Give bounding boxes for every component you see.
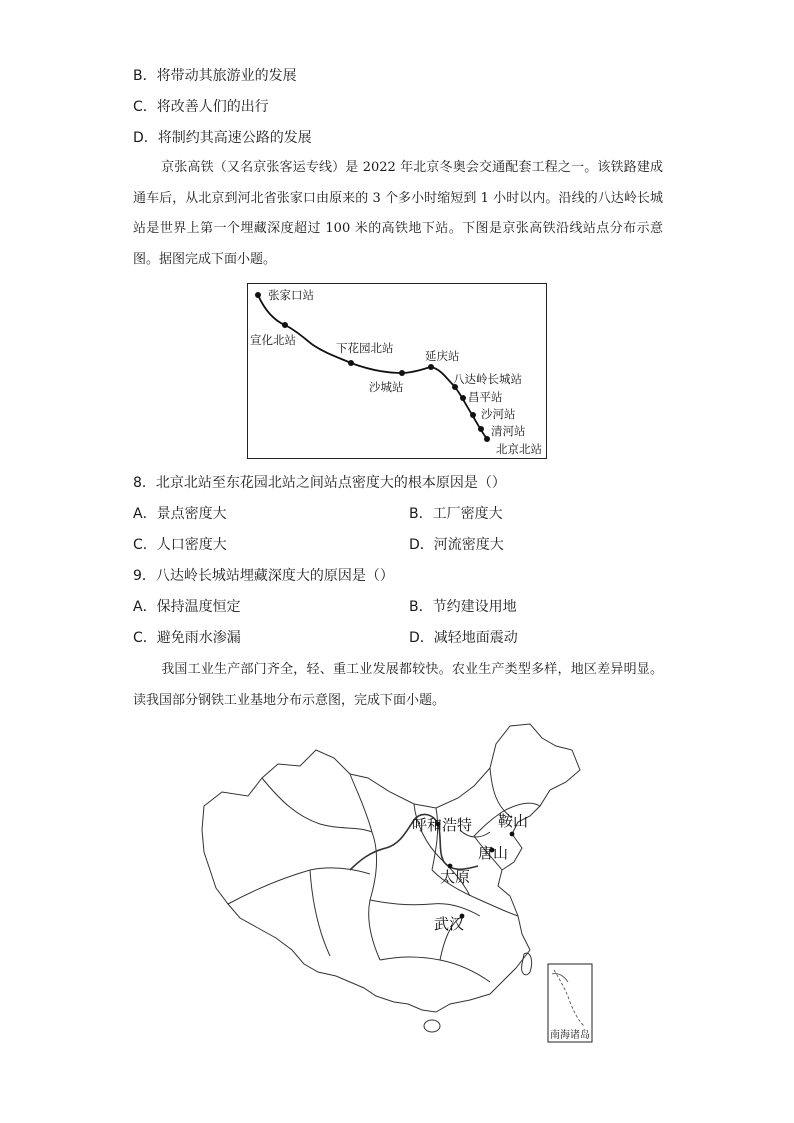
q8-option-a: A．景点密度大 (133, 506, 227, 522)
passage-steel (133, 655, 663, 716)
station-dot (484, 436, 490, 442)
passage-steel-text: 我国工业生产部门齐全，轻、重工业发展都较快。农业生产类型多样，地区差异明显。读我国部分钢铁工业基地分布示意图，完成下面小题。 (133, 662, 663, 708)
city-label: 太原 (440, 868, 471, 886)
province-boundary (370, 900, 480, 916)
q9-option-c: C．避免雨水渗漏 (133, 630, 241, 646)
station-label: 沙城站 (369, 380, 404, 394)
station-label: 沙河站 (481, 407, 516, 421)
option-b: B．将带动其旅游业的发展 (133, 68, 297, 84)
station-dot (478, 426, 484, 432)
hainan-island (424, 1020, 440, 1032)
q9-option-d: D．减轻地面震动 (409, 630, 518, 646)
station-label: 宣化北站 (250, 333, 296, 347)
station-label: 昌平站 (468, 390, 503, 404)
south-china-sea-inset (548, 964, 592, 1042)
province-boundary (350, 774, 372, 832)
city-label: 唐山 (478, 844, 509, 862)
station-dot (460, 395, 466, 401)
china-steel-base-map (200, 720, 600, 1045)
q8-stem: 8．北京北站至东花园北站之间站点密度大的根本原因是（） (133, 475, 506, 491)
province-boundary (380, 957, 490, 982)
station-dot (282, 322, 288, 328)
station-dot (428, 364, 434, 370)
city-label: 武汉 (434, 915, 465, 933)
passage-rail (133, 153, 663, 275)
passage-rail-text: 京张高铁（又名京张客运专线）是 2022 年北京冬奥会交通配套工程之一。该铁路建成通车后，从北京到河北省张家口由原来的 3 个多小时缩短到 1 小时以内。沿线的八达岭长城站是世界上第一个埋藏深度超过 100 米的高铁地下站。下图是京张高铁沿线站点分布示意图。据图完成下面小题。 (133, 160, 663, 267)
station-label: 张家口站 (268, 288, 314, 302)
q9-option-b: B．节约建设用地 (409, 599, 517, 615)
inset-label: 南海诸岛 (550, 1030, 590, 1041)
option-c: C．将改善人们的出行 (133, 99, 269, 115)
station-dot (399, 370, 405, 376)
province-boundary (490, 768, 512, 818)
station-dot (470, 412, 476, 418)
q9-option-a: A．保持温度恒定 (133, 599, 241, 615)
rail-station-map (247, 283, 547, 459)
station-label: 北京北站 (496, 442, 542, 456)
station-label: 延庆站 (425, 349, 460, 363)
city-dot (510, 832, 515, 837)
q8-option-d: D．河流密度大 (409, 537, 504, 553)
china-outline (202, 724, 580, 1012)
station-label: 清河站 (491, 424, 526, 438)
province-boundary (262, 778, 372, 832)
city-label: 鞍山 (498, 812, 529, 830)
q8-option-b: B．工厂密度大 (409, 506, 503, 522)
province-boundary (228, 868, 370, 904)
station-label: 下花园北站 (336, 341, 394, 355)
taiwan-island (522, 953, 532, 975)
q8-option-c: C．人口密度大 (133, 537, 227, 553)
q9-stem: 9．八达岭长城站埋藏深度大的原因是（） (133, 568, 394, 584)
station-dot (255, 292, 261, 298)
station-label: 八达岭长城站 (453, 372, 522, 386)
station-dot (348, 360, 354, 366)
city-label: 呼和浩特 (412, 816, 473, 834)
province-boundary (310, 870, 330, 956)
option-d: D．将制约其高速公路的发展 (133, 130, 312, 146)
